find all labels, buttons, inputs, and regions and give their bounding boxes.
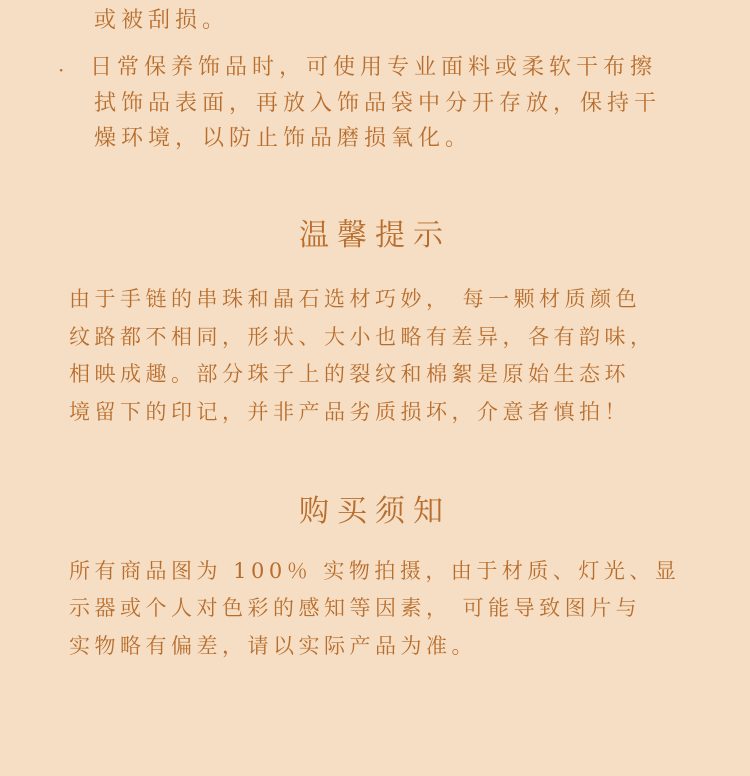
warm-tips-title: 温馨提示 bbox=[299, 218, 451, 253]
care-note-line: 燥环境，以防止饰品磨损氧化。 bbox=[94, 126, 473, 151]
warm-tips-line: 由于手链的串珠和晶石选材巧妙， 每一颗材质颜色 bbox=[69, 287, 642, 311]
purchase-notice-line: 实物略有偏差，请以实际产品为准。 bbox=[69, 634, 477, 658]
warm-tips-line: 相映成趣。部分珠子上的裂纹和棉絮是原始生态环 bbox=[69, 362, 630, 386]
warm-tips-line: 境留下的印记，并非产品劣质损坏，介意者慎拍！ bbox=[69, 400, 630, 424]
warm-tips-line: 纹路都不相同，形状、大小也略有差异，各有韵味， bbox=[69, 325, 656, 349]
purchase-notice-title: 购买须知 bbox=[299, 494, 451, 529]
bullet-icon: · bbox=[58, 58, 65, 82]
care-note-line: 拭饰品表面，再放入饰品袋中分开存放，保持干 bbox=[94, 91, 662, 116]
purchase-notice-line: 示器或个人对色彩的感知等因素， 可能导致图片与 bbox=[69, 596, 642, 620]
purchase-notice-line: 所有商品图为 100％ 实物拍摄，由于材质、灯光、显 bbox=[69, 559, 681, 583]
care-note-continuation: 或被刮损。 bbox=[94, 8, 230, 33]
care-note-line: 日常保养饰品时，可使用专业面料或柔软干布擦 bbox=[90, 55, 658, 80]
